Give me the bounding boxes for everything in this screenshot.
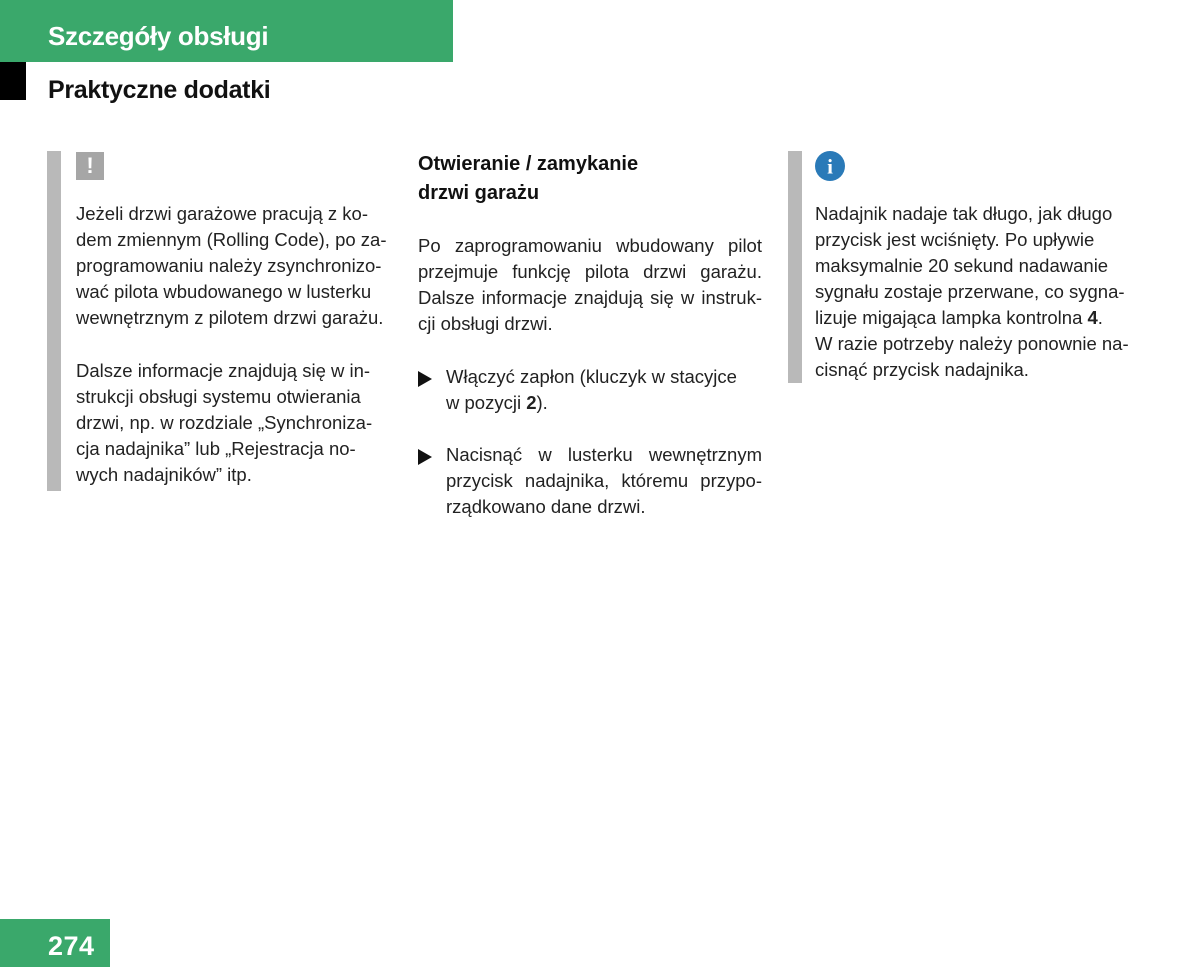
warning-line: Dalsze informacje znajdują się w in- (76, 360, 371, 381)
arrow-right-icon (418, 371, 432, 387)
page-number: 274 (48, 931, 95, 961)
intro-line: przejmuje funkcję pilota drzwi garażu. (418, 261, 762, 282)
section-subheading (418, 150, 762, 208)
page-heading: Praktyczne dodatki (48, 76, 271, 104)
info-line-suffix: . (1097, 307, 1103, 328)
info-line: cisnąć przycisk nadajnika. (815, 359, 1029, 380)
step-line-prefix: w pozycji (446, 392, 527, 413)
step-line: rządkowano dane drzwi. (446, 496, 646, 517)
info-icon (815, 151, 845, 181)
warning-line: wewnętrznym z pilotem drzwi garażu. (76, 307, 384, 328)
subheading-line: Otwieranie / zamykanie (418, 153, 639, 175)
step-line: przycisk nadajnika, któremu przypo- (446, 470, 762, 491)
intro-line: cji obsługi drzwi. (418, 313, 553, 334)
subheading-line: drzwi garażu (418, 182, 540, 204)
lamp-number: 4 (1087, 307, 1098, 328)
step-line-suffix: ). (536, 392, 548, 413)
step-2 (418, 442, 762, 520)
warning-line: cja nadajnika” lub „Rejestracja no- (76, 438, 356, 459)
position-number: 2 (526, 392, 537, 413)
info-line: Nadajnik nadaje tak długo, jak długo (815, 203, 1113, 224)
warning-side-bar (47, 151, 61, 491)
step-text (446, 442, 762, 520)
intro-line: Po zaprogramowaniu wbudowany pilot (418, 235, 762, 256)
warning-paragraph-2 (76, 358, 391, 488)
warning-line: wych nadajników” itp. (76, 464, 252, 485)
step-line: Włączyć zapłon (kluczyk w stacyjce (446, 366, 737, 387)
info-line: W razie potrzeby należy ponownie na- (815, 333, 1129, 354)
info-line: sygnału zostaje przerwane, co sygna- (815, 281, 1125, 302)
info-paragraph (815, 201, 1133, 383)
warning-line: wać pilota wbudowanego w lusterku (76, 281, 372, 302)
warning-paragraph-1 (76, 201, 391, 331)
warning-line: drzwi, np. w rozdziale „Synchroniza- (76, 412, 373, 433)
info-side-bar (788, 151, 802, 383)
step-line: Nacisnąć w lusterku wewnętrznym (446, 444, 762, 465)
step-line (446, 390, 762, 416)
info-icon-glyph: i (827, 154, 833, 179)
step-text (446, 364, 762, 416)
intro-line: Dalsze informacje znajdują się w instruk- (418, 287, 762, 308)
step-1 (418, 364, 762, 416)
warning-line: dem zmiennym (Rolling Code), po za- (76, 229, 387, 250)
info-line: przycisk jest wciśnięty. Po upływie (815, 229, 1095, 250)
info-line-prefix: lizuje migająca lampka kontrolna (815, 307, 1088, 328)
warning-line: Jeżeli drzwi garażowe pracują z ko- (76, 203, 369, 224)
warning-line: programowaniu należy zsynchronizo- (76, 255, 382, 276)
section-title: Szczegóły obsługi (48, 21, 269, 51)
info-line: maksymalnie 20 sekund nadawanie (815, 255, 1109, 276)
warning-exclamation-icon: ! (76, 152, 104, 180)
section-marker (0, 62, 26, 100)
intro-paragraph (418, 233, 762, 337)
arrow-right-icon (418, 449, 432, 465)
info-line (815, 305, 1133, 331)
warning-line: strukcji obsługi systemu otwierania (76, 386, 361, 407)
